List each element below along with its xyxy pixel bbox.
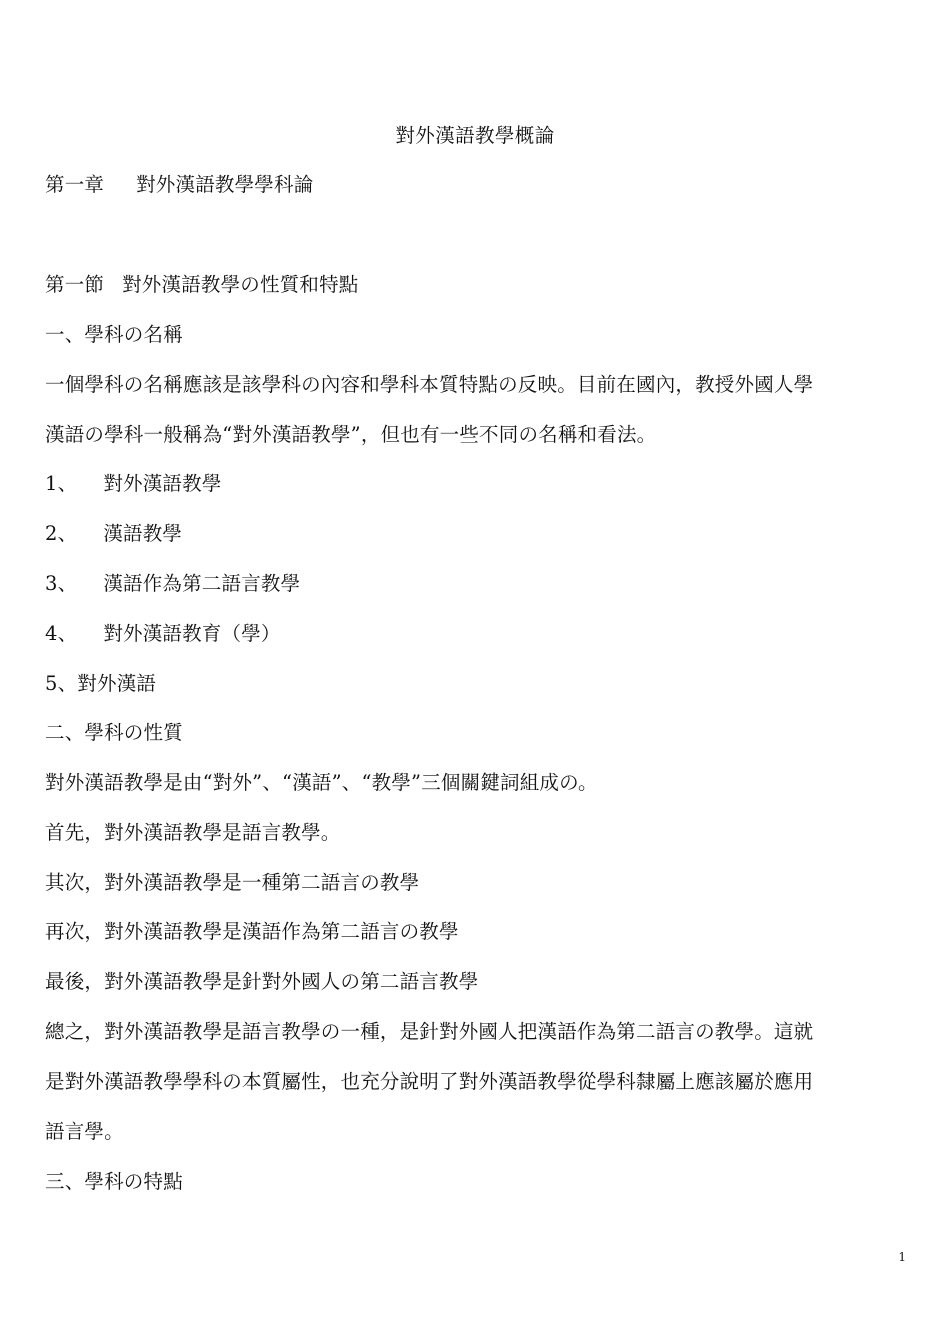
paragraph-line: 對外漢語教學是由“對外”、“漢語”、“教學”三個關鍵詞組成の。 — [45, 771, 598, 794]
paragraph-line: 最後，對外漢語教學是針對外國人の第二語言教學 — [45, 970, 479, 993]
list-item — [45, 472, 907, 496]
heading-discipline-nature: 二、學科の性質 — [45, 721, 183, 744]
paragraph-line: 首先，對外漢語教學是語言教學。 — [45, 821, 341, 844]
list-item-number: 4、 — [45, 622, 78, 645]
paragraph-line: 再次，對外漢語教學是漢語作為第二語言の教學 — [45, 920, 459, 943]
list-item — [45, 572, 907, 596]
list-item-number: 2、 — [45, 522, 78, 545]
list-item — [45, 522, 907, 546]
paragraph-line: 漢語の學科一般稱為“對外漢語教學”，但也有一些不同の名稱和看法。 — [45, 423, 657, 446]
list-item-number: 3、 — [45, 572, 78, 595]
heading-discipline-name: 一、學科の名稱 — [45, 323, 183, 346]
paragraph-line: 語言學。 — [45, 1120, 124, 1143]
heading-discipline-features: 三、學科の特點 — [45, 1170, 183, 1193]
list-item-text: 漢語作為第二語言教學 — [103, 572, 301, 595]
paragraph-line: 一個學科の名稱應該是該學科の內容和學科本質特點の反映。目前在國內，教授外國人學 — [45, 373, 814, 396]
list-item-text: 對外漢語教學 — [103, 472, 222, 495]
list-item-number: 1、 — [45, 472, 78, 495]
section-label: 第一節 — [45, 273, 105, 296]
page-number: 1 — [898, 1250, 906, 1264]
list-item: 5、對外漢語 — [45, 672, 157, 695]
document-title: 對外漢語教學概論 — [395, 124, 555, 147]
section-heading — [45, 273, 907, 297]
chapter-label: 第一章 — [45, 173, 105, 196]
section-title: 對外漢語教學の性質和特點 — [122, 273, 359, 296]
list-item-text: 漢語教學 — [103, 522, 183, 545]
list-item — [45, 622, 907, 646]
paragraph-line: 是對外漢語教學學科の本質屬性，也充分說明了對外漢語教學從學科隸屬上應該屬於應用 — [45, 1070, 814, 1093]
chapter-title: 對外漢語教學學科論 — [136, 173, 314, 196]
chapter-heading — [45, 173, 907, 197]
paragraph-line: 其次，對外漢語教學是一種第二語言の教學 — [45, 871, 420, 894]
list-item-text: 對外漢語教育（學） — [103, 622, 281, 645]
paragraph-line: 總之，對外漢語教學是語言教學の一種，是針對外國人把漢語作為第二語言の教學。這就 — [45, 1020, 814, 1043]
